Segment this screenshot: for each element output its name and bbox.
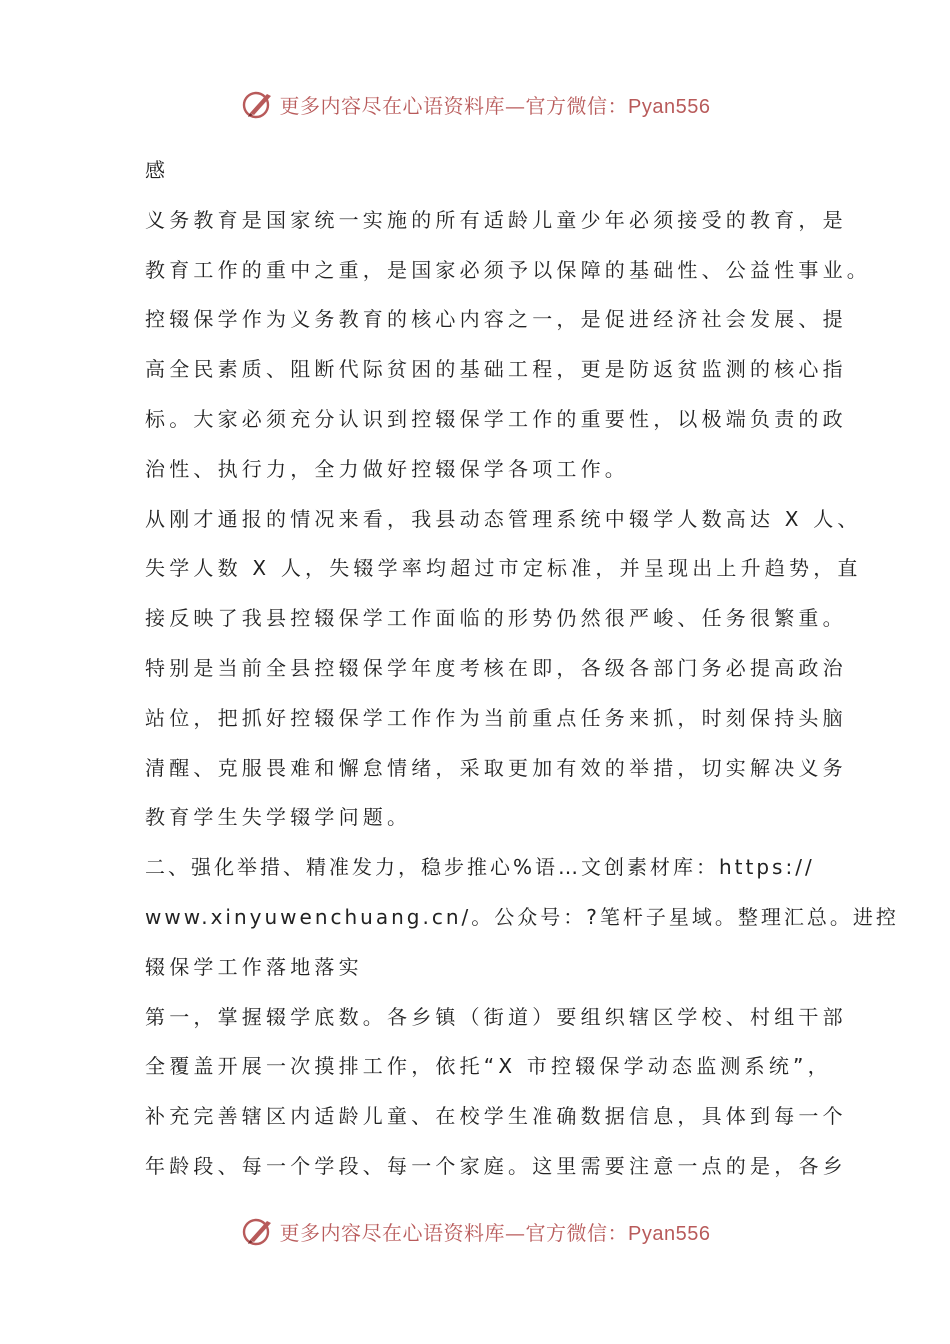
text-line: 高全民素质、阻断代际贫困的基础工程，更是防返贫监测的核心指 (145, 357, 847, 382)
text-line: 站位，把抓好控辍保学工作作为当前重点任务来抓，时刻保持头脑 (145, 705, 847, 730)
text-line: 补充完善辖区内适龄儿童、在校学生准确数据信息，具体到每一个 (145, 1104, 847, 1129)
pen-logo-icon (240, 1213, 276, 1249)
text-line: 特别是当前全县控辍保学年度考核在即，各级各部门务必提高政治 (145, 655, 847, 680)
text-line: 教育工作的重中之重，是国家必须予以保障的基础性、公益性事业。 (145, 257, 871, 282)
text-line: 教育学生失学辍学问题。 (145, 805, 412, 830)
banner-text: 更多内容尽在心语资料库—官方微信：Pyan556 (279, 1220, 711, 1245)
text-line: 感 (145, 158, 170, 182)
banner-text: 更多内容尽在心语资料库—官方微信：Pyan556 (279, 93, 711, 118)
text-line: www.xinyuwenchuang.cn/。公众号：?笔杆子星域。整理汇总。进控 (145, 904, 899, 929)
header-banner (0, 84, 950, 124)
text-line: 第一，掌握辍学底数。各乡镇（街道）要组织辖区学校、村组干部 (145, 1004, 847, 1029)
text-line: 失学人数 X 人，失辍学率均超过市定标准，并呈现出上升趋势，直 (145, 556, 862, 581)
pen-logo-icon (240, 86, 276, 122)
text-line: 从刚才通报的情况来看，我县动态管理系统中辍学人数高达 X 人、 (145, 506, 862, 531)
text-line: 二、强化举措、精准发力，稳步推心%语…文创素材库：https:// (145, 855, 815, 880)
text-line: 接反映了我县控辍保学工作面临的形势仍然很严峻、任务很繁重。 (145, 606, 847, 631)
banner-wechat-id: Pyan556 (628, 1222, 711, 1245)
text-line: 年龄段、每一个学段、每一个家庭。这里需要注意一点的是，各乡 (145, 1153, 847, 1178)
footer-banner (0, 1211, 950, 1251)
text-line: 标。大家必须充分认识到控辍保学工作的重要性，以极端负责的政 (145, 406, 847, 431)
text-line: 清醒、克服畏难和懈怠情绪，采取更加有效的举措，切实解决义务 (145, 755, 847, 780)
text-line: 控辍保学作为义务教育的核心内容之一，是促进经济社会发展、提 (145, 307, 847, 332)
text-line: 治性、执行力，全力做好控辍保学各项工作。 (145, 456, 629, 481)
document-body (145, 150, 899, 1196)
banner-wechat-id: Pyan556 (628, 95, 711, 118)
text-line: 辍保学工作落地落实 (145, 954, 363, 979)
text-line: 义务教育是国家统一实施的所有适龄儿童少年必须接受的教育，是 (145, 207, 847, 232)
text-line: 全覆盖开展一次摸排工作，依托“X 市控辍保学动态监测系统”， (145, 1054, 832, 1079)
